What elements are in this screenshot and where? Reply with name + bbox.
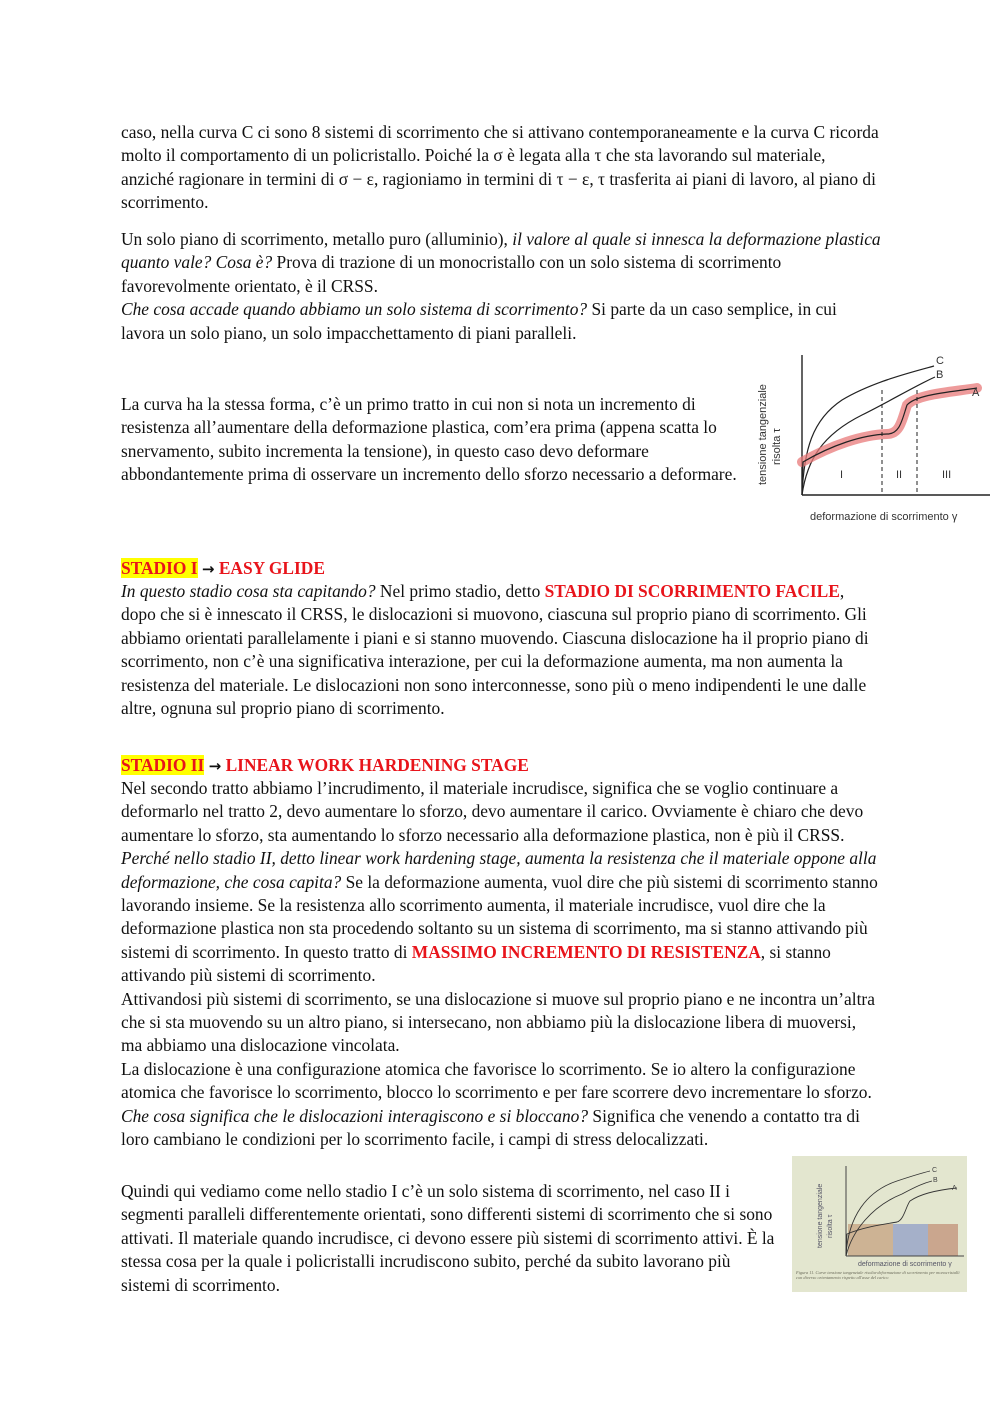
x-axis-label: deformazione di scorrimento γ: [858, 1261, 952, 1268]
y-axis-label: tensione tangenziale: [757, 384, 769, 485]
paragraph-single-plane: [121, 228, 881, 345]
question-text: Che cosa significa che le dislocazioni interagiscono e si bloccano?: [121, 1105, 589, 1126]
question-text: In questo stadio cosa sta capitando?: [121, 581, 376, 601]
question-text: Che cosa accade quando abbiamo un solo sistema di scorrimento?: [121, 299, 588, 320]
question-text: Perché nello stadio II, detto linear work hardening stage, aumenta la resistenza che il materiale oppone alla deformazione, che cosa capita?: [121, 848, 877, 892]
paragraph-curve-shape-text: La curva ha la stessa forma, c’è un primo tratto in cui non si nota un incremento di resistenza all’aumentare della deformazione plastica, com’era prima (appena scatta lo snervamento, subito incrementa la tensione), in questo caso devo deformare abbondantemente prima di osservare un incremento dello sforzo necessario a deformare.: [121, 394, 737, 485]
stage-label: III: [942, 469, 952, 481]
stage-label: I: [840, 469, 844, 481]
paragraph-intro: [121, 121, 881, 215]
stage-block: [928, 1224, 958, 1256]
paragraph-intro-text: caso, nella curva C ci sono 8 sistemi di scorrimento che si attivano contemporaneamente e la curva C ricorda molto il comportamento di un policristallo. Poiché la σ è legata alla τ che sta lavorando sul materiale, anziché ragionare in termini di σ − ε, ragioniamo in termini di τ − ε, τ trasferita ai piani di lavoro, al piano di scorrimento.: [121, 122, 879, 213]
curve-c: [802, 366, 934, 495]
y-axis-label: risolta τ: [771, 428, 783, 465]
highlight-text: MASSIMO INCREMENTO DI RESISTENZA: [411, 941, 761, 962]
figure-caption-box: [796, 1270, 964, 1292]
text-run: Si parte da un caso semplice, in cui lavora un solo piano, un solo impacchettamento di piani paralleli.: [121, 299, 837, 343]
paragraph-conclusion: [121, 1180, 781, 1297]
paragraph-curve-shape: [121, 393, 738, 487]
stage1-label: STADIO I: [121, 558, 198, 578]
x-axis-label: deformazione di scorrimento γ: [810, 511, 958, 523]
stage1-title: EASY GLIDE: [218, 558, 325, 578]
stage-label: II: [896, 469, 903, 481]
text-run: , dopo che si è innescato il CRSS, le dislocazioni si muovono, ciascuna sul proprio piano di scorrimento. Gli abbiamo orientati parallelamente i piani e si stanno muovendo. Ciascuna dislocazione ha il proprio piano di scorrimento, non c’è una significativa interazione, per cui la deformazione aumenta, ma non aumenta la resistenza del materiale. Le dislocazioni non sono interconnesse, sono più o meno indipendenti le une dalle altre, ognuna sul proprio piano di scorrimento.: [121, 581, 869, 719]
question-text: il valore al quale si innesca la deformazione plastica quanto vale? Cosa è?: [121, 229, 881, 273]
y-axis-label: risolta τ: [827, 1214, 834, 1238]
text-run: Prova di trazione di un monocristallo con un solo sistema di scorrimento favorevolmente orientato, è il CRSS.: [121, 252, 782, 296]
stage1-heading: [121, 557, 325, 581]
text-run: La dislocazione è una configurazione atomica che favorisce lo scorrimento. Se io altero la configurazione atomica che favorisce lo scorrimento, blocco lo scorrimento e per fare scorrere devo incrementare lo sforzo.: [121, 1058, 872, 1103]
stage1-paragraph: [121, 580, 881, 720]
curve-label-a: A: [952, 1185, 957, 1192]
curve-label-b: B: [936, 369, 944, 381]
text-run: Nel primo stadio, detto: [375, 581, 545, 601]
curve-label-b: B: [933, 1177, 938, 1184]
curve-a-band: [802, 388, 977, 462]
stage2-paragraph: [121, 777, 881, 1152]
text-run: Un solo piano di scorrimento, metallo puro (alluminio),: [121, 229, 513, 249]
text-run: Nel secondo tratto abbiamo l’incrudimento, il materiale incrudisce, significa che se voglio continuare a deformarlo nel tratto 2, devo aumentare lo sforzo, devo aumentare il carico. Ovviamente è chiaro che devo aumentare lo sforzo, sta aumentando lo sforzo necessario alla deformazione plastica, non è più il CRSS.: [121, 778, 864, 845]
text-run: , si stanno attivando più sistemi di scorrimento.: [121, 941, 831, 986]
shear-stress-strain-figure: [752, 350, 992, 530]
curve-label-a: A: [972, 387, 980, 399]
figure-caption: Figura 11. Curve tensione tangenziale risolta-deformazione di scorrimento per monocristalli con diverso orientamento rispetto all'asse del carico: [796, 1270, 960, 1281]
curve-label-c: C: [936, 355, 944, 367]
arrow-icon: →: [201, 560, 215, 578]
stage-block: [848, 1224, 893, 1256]
highlight-text: STADIO DI SCORRIMENTO FACILE: [544, 581, 840, 601]
stage2-label: STADIO II: [121, 755, 205, 775]
stage2-heading: [121, 754, 529, 778]
curve-label-c: C: [932, 1167, 938, 1174]
scanned-figure: [792, 1156, 967, 1292]
y-axis-label: tensione tangenziale: [817, 1183, 824, 1248]
text-run: Attivandosi più sistemi di scorrimento, se una dislocazione si muove sul proprio piano e ne incontra un’altra che si sta muovendo su un altro piano, si intersecano, non abbiamo più la dislocazione libera di muoversi, ma abbiamo una dislocazione vincolata.: [121, 988, 875, 1056]
paragraph-conclusion-text: Quindi qui vediamo come nello stadio I c’è un solo sistema di scorrimento, nel caso II i segmenti paralleli differentemente orientati, sono differenti sistemi di scorrimento che si sono attivati. Il materiale quando incrudisce, ci devono essere più sistemi di scorrimento attivi. È la stessa cosa per la quale i policristalli incrudiscono subito, perché da subito lavorano più sistemi di scorrimento.: [121, 1181, 775, 1295]
text-run: Se la deformazione aumenta, vuol dire che più sistemi di scorrimento stanno lavorando insieme. Se la resistenza allo scorrimento aumenta, il materiale incrudisce, vuol dire che la deformazione plastica non sta procedendo soltanto su un sistema di scorrimento, ma si stanno attivando più sistemi di scorrimento. In questo tratto di: [121, 871, 878, 962]
stage-block: [893, 1224, 928, 1256]
text-run: Significa che venendo a contatto tra di loro cambiano le condizioni per lo scorrimento facile, i campi di stress delocalizzati.: [121, 1105, 860, 1150]
arrow-icon: →: [208, 757, 222, 775]
stage2-title: LINEAR WORK HARDENING STAGE: [225, 755, 529, 775]
